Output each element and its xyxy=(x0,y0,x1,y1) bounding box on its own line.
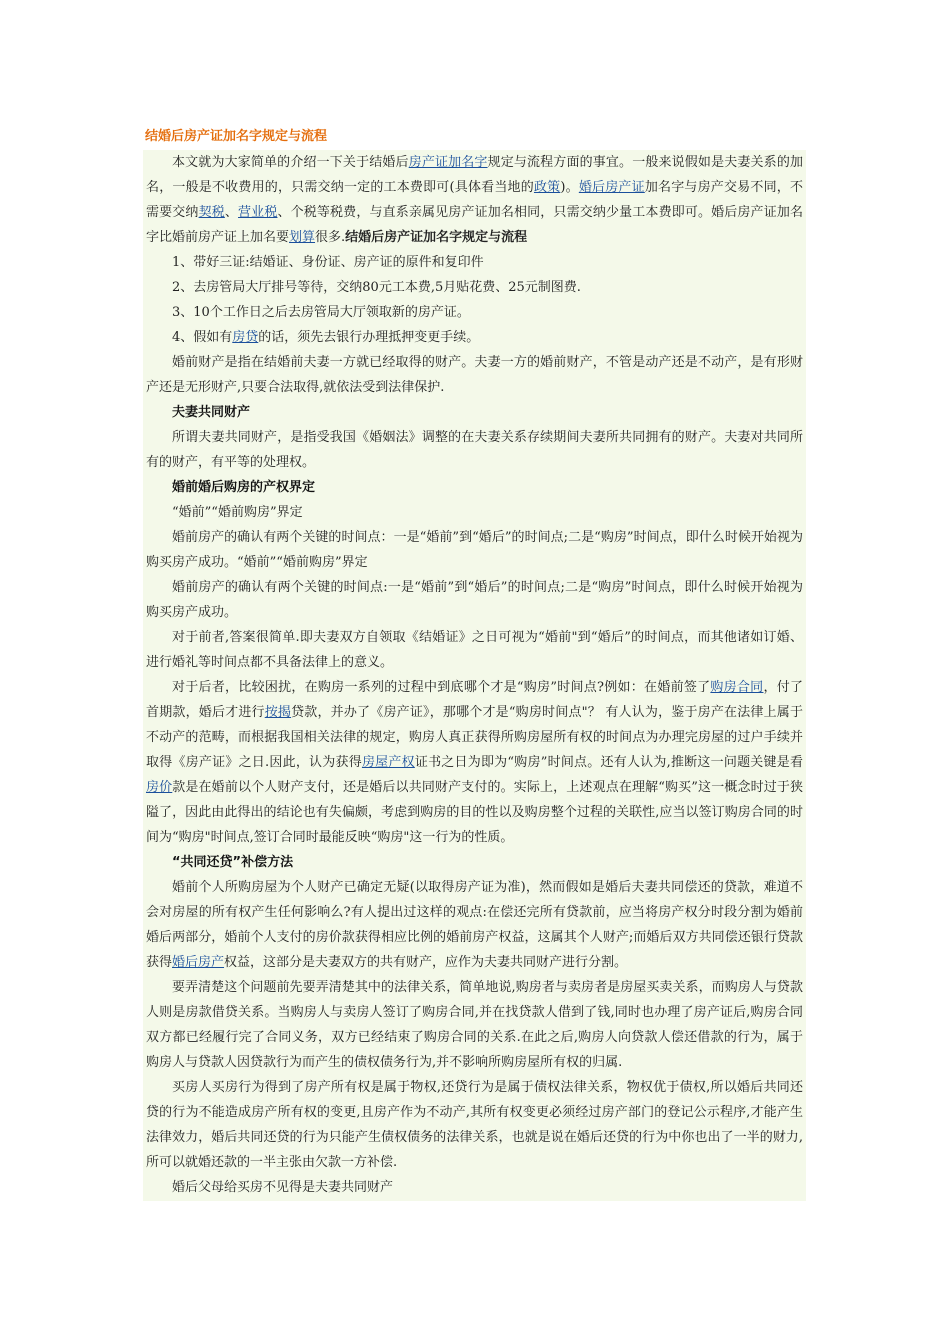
link-mortgage-loan[interactable]: 按揭 xyxy=(264,705,292,720)
joint-property-heading: 夫妻共同财产 xyxy=(172,405,251,420)
link-house-price[interactable]: 房价 xyxy=(146,780,173,795)
step-item: 2、去房管局大厅排号等待，交纳80元工本费,5月贴花费、25元制图费. xyxy=(172,280,581,295)
link-marital-house[interactable]: 婚后房产 xyxy=(172,955,225,970)
link-deed-tax[interactable]: 契税 xyxy=(198,205,225,220)
last-paragraph: 婚后父母给买房不见得是夫妻共同财产 xyxy=(172,1180,394,1195)
latter-paragraph: 对于后者，比较困扰，在购房一系列的过程中到底哪个才是“购房”时间点?例如：在婚前签了购房合同，付了首期款，婚后才进行按揭贷款，并办了《房产证》，那哪个才是“购房时间点"？ 有人认为，鉴于房产在法律上属于不动产的范畴，而根据我国相关法律的规定，购房人真正获得所购房屋所有权的时间点为办理完房屋的过户手续并取得《房产证》之日.因此，认为获得房屋产权证书之日为即为“购房”时间点。还有人认为,推断这一问题关键是看房价款是在婚前以个人财产支付，还是婚后以共同财产支付的。实际上，上述观点在理解“购买”这一概念时过于狭隘了，因此由此得出的结论也有失偏颇，考虑到购房的目的性以及购房整个过程的关联性,应当以签订购房合同的时间为“购房"时间点,签订合同时最能反映“购房"这一行为的性质。 xyxy=(146,680,803,845)
link-house-cert-add-name[interactable]: 房产证加名字 xyxy=(408,155,488,170)
intro-bold-title: 结婚后房产证加名字规定与流程 xyxy=(345,230,528,245)
link-purchase-contract[interactable]: 购房合同 xyxy=(710,680,764,695)
joint-property-paragraph: 所谓夫妻共同财产，是指受我国《婚姻法》调整的在夫妻关系存续期间夫妻所共同拥有的财产。夫妻对共同所有的财产，有平等的处理权。 xyxy=(146,430,803,470)
loan-paragraph: 买房人买房行为得到了房产所有权是属于物权,还贷行为是属于债权法律关系，物权优于债权,所以婚后共同还贷的行为不能造成房产所有权的变更,且房产作为不动产,其所有权变更必须经过房产部门的登记公示程序,才能产生法律效力，婚后共同还贷的行为只能产生债权债务的法律关系，也就是说在婚后还贷的行为中你也出了一半的财力,所可以就婚还款的一半主张由欠款一方补偿. xyxy=(146,1080,803,1170)
link-business-tax[interactable]: 营业税 xyxy=(238,205,278,220)
former-paragraph: 对于前者,答案很简单.即夫妻双方自领取《结婚证》之日可视为“婚前"到“婚后”的时间点，而其他诸如订婚、进行婚礼等时间点都不具备法律上的意义。 xyxy=(146,630,803,670)
loan-paragraph: 婚前个人所购房屋为个人财产已确定无疑(以取得房产证为准)，然而假如是婚后夫妻共同偿还的贷款，难道不会对房屋的所有权产生任何影响么?有人提出过这样的观点:在偿还完所有贷款前，应当将房产权分时段分割为婚前婚后两部分，婚前个人支付的房价款获得相应比例的婚前房产权益，这属其个人财产;而婚后双方共同偿还银行贷款获得婚后房产权益，这部分是夫妻双方的共有财产，应作为夫妻共同财产进行分割。 xyxy=(146,880,803,970)
link-marital-house-cert[interactable]: 婚后房产证 xyxy=(578,180,645,195)
article-body xyxy=(143,150,806,1201)
definition-paragraph: 婚前房产的确认有两个关键的时间点:一是“婚前”到“婚后”的时间点;二是“购房”时间点，即什么时候开始视为购买房产成功。 xyxy=(146,580,803,620)
link-mortgage[interactable]: 房贷 xyxy=(232,330,259,345)
loan-paragraph: 要弄清楚这个问题前先要弄清楚其中的法律关系，简单地说,购房者与卖房者是房屋买卖关系，而购房人与贷款人则是房款借贷关系。当购房人与卖房人签订了购房合同,并在找贷款人借到了钱,同时也办理了房产证后,购房合同双方都已经履行完了合同义务，双方已经结束了购房合同的关系.在此之后,购房人向贷款人偿还借款的行为，属于购房人与贷款人因贷款行为而产生的债权债务行为,并不影响所购房屋所有权的归属. xyxy=(146,980,803,1070)
definition-subheading: “婚前”“婚前购房”界定 xyxy=(172,505,303,520)
article-title: 结婚后房产证加名字规定与流程 xyxy=(145,129,328,144)
property-definition-heading: 婚前婚后购房的产权界定 xyxy=(172,480,316,495)
intro-paragraph: 本文就为大家简单的介绍一下关于结婚后房产证加名字规定与流程方面的事宜。一般来说假如是夫妻关系的加名，一般是不收费用的，只需交纳一定的工本费即可(具体看当地的政策)。婚后房产证加名字与房产交易不同，不需要交纳契税、营业税、个税等税费，与直系亲属见房产证加名相同，只需交纳少量工本费即可。婚后房产证加名字比婚前房产证上加名要划算很多.结婚后房产证加名字规定与流程 xyxy=(146,155,803,245)
definition-paragraph: 婚前房产的确认有两个关键的时间点：一是“婚前”到“婚后”的时间点;二是“购房”时间点，即什么时候开始视为购买房产成功。“婚前”“婚前购房”界定 xyxy=(146,530,803,570)
step-item: 3、10个工作日之后去房管局大厅领取新的房产证。 xyxy=(172,305,470,320)
step-item: 1、带好三证:结婚证、身份证、房产证的原件和复印件 xyxy=(172,255,484,270)
joint-loan-heading: “共同还贷”补偿方法 xyxy=(172,855,294,870)
step-item: 4、假如有房贷的话，须先去银行办理抵押变更手续。 xyxy=(172,330,480,345)
link-policy[interactable]: 政策 xyxy=(533,180,561,195)
premarital-property-paragraph: 婚前财产是指在结婚前夫妻一方就已经取得的财产。夫妻一方的婚前财产，不管是动产还是不动产，是有形财产还是无形财产,只要合法取得,就依法受到法律保护. xyxy=(146,355,803,395)
link-property-rights[interactable]: 房屋产权 xyxy=(361,755,415,770)
link-cost-effective[interactable]: 划算 xyxy=(289,230,316,245)
